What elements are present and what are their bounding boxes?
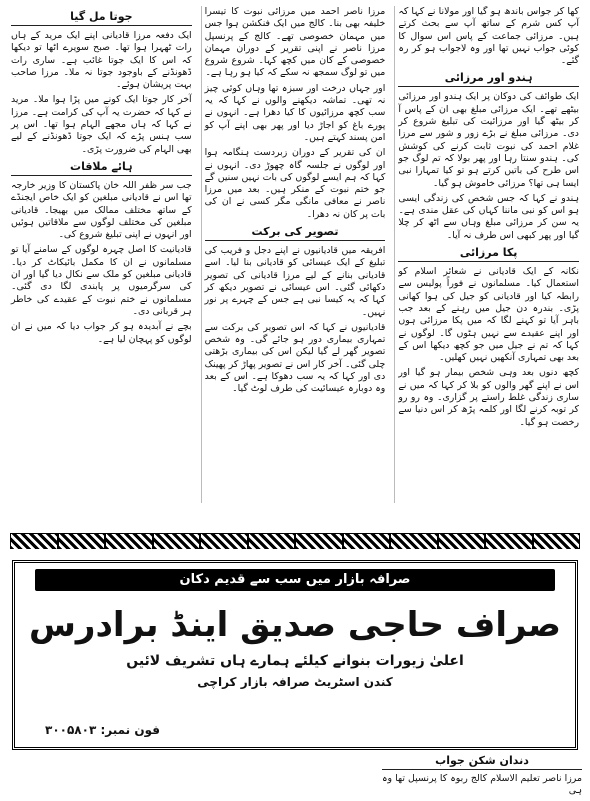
article-heading: تصویر کی برکت [205, 225, 386, 241]
ad-subtitle: اعلیٰ زیورات بنوانے کیلئے ہمارے ہاں تشریف لائیں [126, 653, 464, 669]
article-heading: ہائے ملاقات [11, 160, 192, 176]
article-paragraph: اور جہاں درخت اور سبزہ تھا وہاں کوئی چیز نہ تھی۔ تماشہ دیکھنے والوں نے کہا کہ یہ سب کچھ مرزائیوں کا کیا دھرا ہے۔ انہوں نے پورے باغ کو اجاڑ دیا اور پھر بھی اپنے آپ کو امن پسند کہتے ہیں۔ [204, 82, 386, 143]
article-heading: پکا مرزائی [398, 246, 579, 262]
article-paragraph: نکانہ کے ایک قادیانی نے شعائر اسلام کو استعمال کیا۔ مسلمانوں نے فوراً پولیس سے رابطہ کیا اور قادیانی کو جیل کی ہوا کھانی پڑی۔ بندرہ دن جیل میں رہنے کے بعد جب باہر آیا تو کہنے لگا کہ میں پکا مرزائی ہوں اور اپنے عقیدے سے نہیں ہٹوں گا۔ لوگوں نے کہا کہ تم نے جیل میں جو کچھ دیکھا اس کے بعد بھی تمہاری آنکھیں نہیں کھلیں۔ [398, 266, 579, 364]
article-columns [8, 6, 582, 503]
bottom-article [382, 752, 582, 801]
article-heading: ہندو اور مرزائی [398, 71, 579, 87]
column-left [8, 6, 195, 503]
article-paragraph: جب سر ظفر اللہ خان پاکستان کا وزیر خارجہ تھا اس نے قادیانی مبلغین کو ایک خاص ایجنڈے کے ساتھ مختلف ممالک میں بھیجا۔ قادیانی مبلغین کی مختلف لوگوں سے ملاقاتیں ہوئیں اور انہوں نے اپنی تبلیغ شروع کی۔ [10, 179, 192, 241]
article-paragraph: قادیانیوں نے کہا کہ اس تصویر کی برکت سے تمہاری بیماری دور ہو جائے گی۔ وہ شخص تصویر گھر لے گیا لیکن اس کی بیماری بڑھتی چلی گئی۔ آخر کار اس نے تصویر پھاڑ کر پھینک دی اور کہا کہ یہ سب دھوکا ہے۔ اس کے بعد وہ دوبارہ عیسائیت کی طرف لوٹ گیا۔ [204, 321, 386, 395]
bottom-text: مرزا ناصر تعلیم الاسلام کالج ربوہ کا پرنسپل تھا وہ ہی [382, 773, 582, 797]
article-paragraph: قادیانیت کا اصل چہرہ لوگوں کے سامنے آیا تو مسلمانوں نے ان کا مکمل بائیکاٹ کر دیا۔ قادیانی مبلغین کو ملک سے نکال دیا گیا اور ان کی سرگرمیوں پر پابندی لگا دی گئی۔ مسلمانوں نے ختم نبوت کے عقیدے کی خاطر ہر قربانی دی۔ [10, 244, 192, 317]
article-paragraph: ایک طوائف کی دوکان پر ایک ہندو اور مرزائی بیٹھے تھے۔ ایک مرزائی مبلغ بھی ان کے پاس آ کر بیٹھ گیا اور مرزائیت کی تبلیغ شروع کر دی۔ مرزائی مبلغ نے بڑے زور و شور سے مرزا غلام احمد کی نبوت ثابت کرنے کی کوشش کی۔ ہندو سنتا رہا اور پھر بولا کہ تم لوگ جو اس طرح کی باتیں کرتے ہو تو کیا تمہارا نبی ایسا ہی تھا؟ مرزائی خاموش ہو گیا۔ [398, 91, 579, 189]
article-paragraph: کھا کر جواس باندھ ہو گیا اور مولانا نے کہا کہ آپ کس شرم کے ساتھ آپ سے بحث کرتے ہیں۔ مرزائی جماعت کے پاس اس سوال کا کوئی جواب نہیں تھا اور وہ لاجواب ہو کر رہ گئے۔ [398, 6, 579, 67]
article-heading: جوتا مل گیا [11, 10, 192, 26]
ad-address: کندن اسٹریٹ صرافہ بازار کراچی [197, 675, 393, 689]
ornamental-border [10, 533, 580, 549]
article-paragraph: افریقہ میں قادیانیوں نے اپنے دجل و فریب کی تبلیغ کے ایک عیسائی کو قادیانی بنا لیا۔ اسے قادیانی بنانے کے لیے مرزا قادیانی کی تصویر دکھائی گئی۔ اس عیسائی نے تصویر دیکھ کر کہا کہ یہ کیسا نبی ہے جس کے چہرے پر نور نہیں۔ [204, 245, 386, 318]
article-paragraph: کچھ دنوں بعد وہی شخص بیمار ہو گیا اور اس نے اپنے گھر والوں کو بلا کر کہا کہ میں نے ساری زندگی غلط راستے پر گزاری۔ وہ رو رو کر توبہ کرنے لگا اور کلمہ پڑھ کر اس دنیا سے رخصت ہو گیا۔ [398, 367, 579, 428]
article-paragraph: ایک دفعہ مرزا قادیانی اپنے ایک مرید کے ہاں رات ٹھہرا ہوا تھا۔ صبح سویرے اٹھا تو دیکھا کہ اس کا ایک جوتا غائب ہے۔ ساری رات ڈھونڈنے کے باوجود جوتا نہ ملا۔ مرزا صاحب بہت پریشان ہوئے۔ [10, 30, 192, 91]
bottom-heading: دندان شکن جواب [382, 754, 582, 770]
ad-phone: فون نمبر: ۳۰۰۵۸۰۳ [45, 723, 160, 737]
article-paragraph: آخر کار جوتا ایک کونے میں پڑا ہوا ملا۔ مرید نے کہا کہ حضرت یہ آپ کی کرامت ہے۔ مرزا نے کہا کہ ہاں مجھے الہام ہوا تھا۔ اس پر سب ہنس پڑے کہ ایک جوتا ڈھونڈنے کے لیے بھی الہام کی ضرورت پڑی۔ [10, 94, 192, 155]
jewelry-advertisement [12, 560, 578, 750]
article-paragraph: مرزا ناصر احمد میں مرزائی نبوت کا تیسرا خلیفہ بھی بنا۔ کالج میں ایک فنکشن ہوا جس میں مہمان خصوصی تھے۔ کالج کے پرنسپل مرزا ناصر نے اپنی تقریر کے دوران مہمان خصوصی کے کان میں کچھ کہا۔ شروع شروع میں تو لوگ سمجھ نہ سکے کہ کیا ہو رہا ہے۔ [204, 6, 386, 79]
article-paragraph: بچے نے آبدیدہ ہو کر جواب دیا کہ میں نے ان لوگوں کو پہچان لیا ہے۔ [10, 321, 192, 345]
ad-banner: صرافہ بازار میں سب سے قدیم دکان [35, 569, 555, 591]
ad-title: صراف حاجی صدیق اینڈ برادرس [28, 605, 562, 645]
article-paragraph: ہندو نے کہا کہ جس شخص کی زندگی ایسی ہو اس کو نبی ماننا کہاں کی عقل مندی ہے۔ یہ سن کر مرزائی مبلغ وہاں سے اٹھ کر چلا گیا اور پھر کبھی اس طرف نہ آیا۔ [398, 192, 579, 241]
article-paragraph: ان کی تقریر کے دوران زبردست ہنگامہ ہوا اور لوگوں نے جلسہ گاہ چھوڑ دی۔ انہوں نے کہا کہ ہم ایسے لوگوں کی بات نہیں سنیں گے جو ختم نبوت کے منکر ہیں۔ بعد میں مرزا ناصر نے معافی مانگی مگر کسی نے ان کی بات پر کان نہ دھرا۔ [204, 147, 386, 220]
column-middle [201, 6, 389, 503]
column-right [394, 6, 582, 503]
